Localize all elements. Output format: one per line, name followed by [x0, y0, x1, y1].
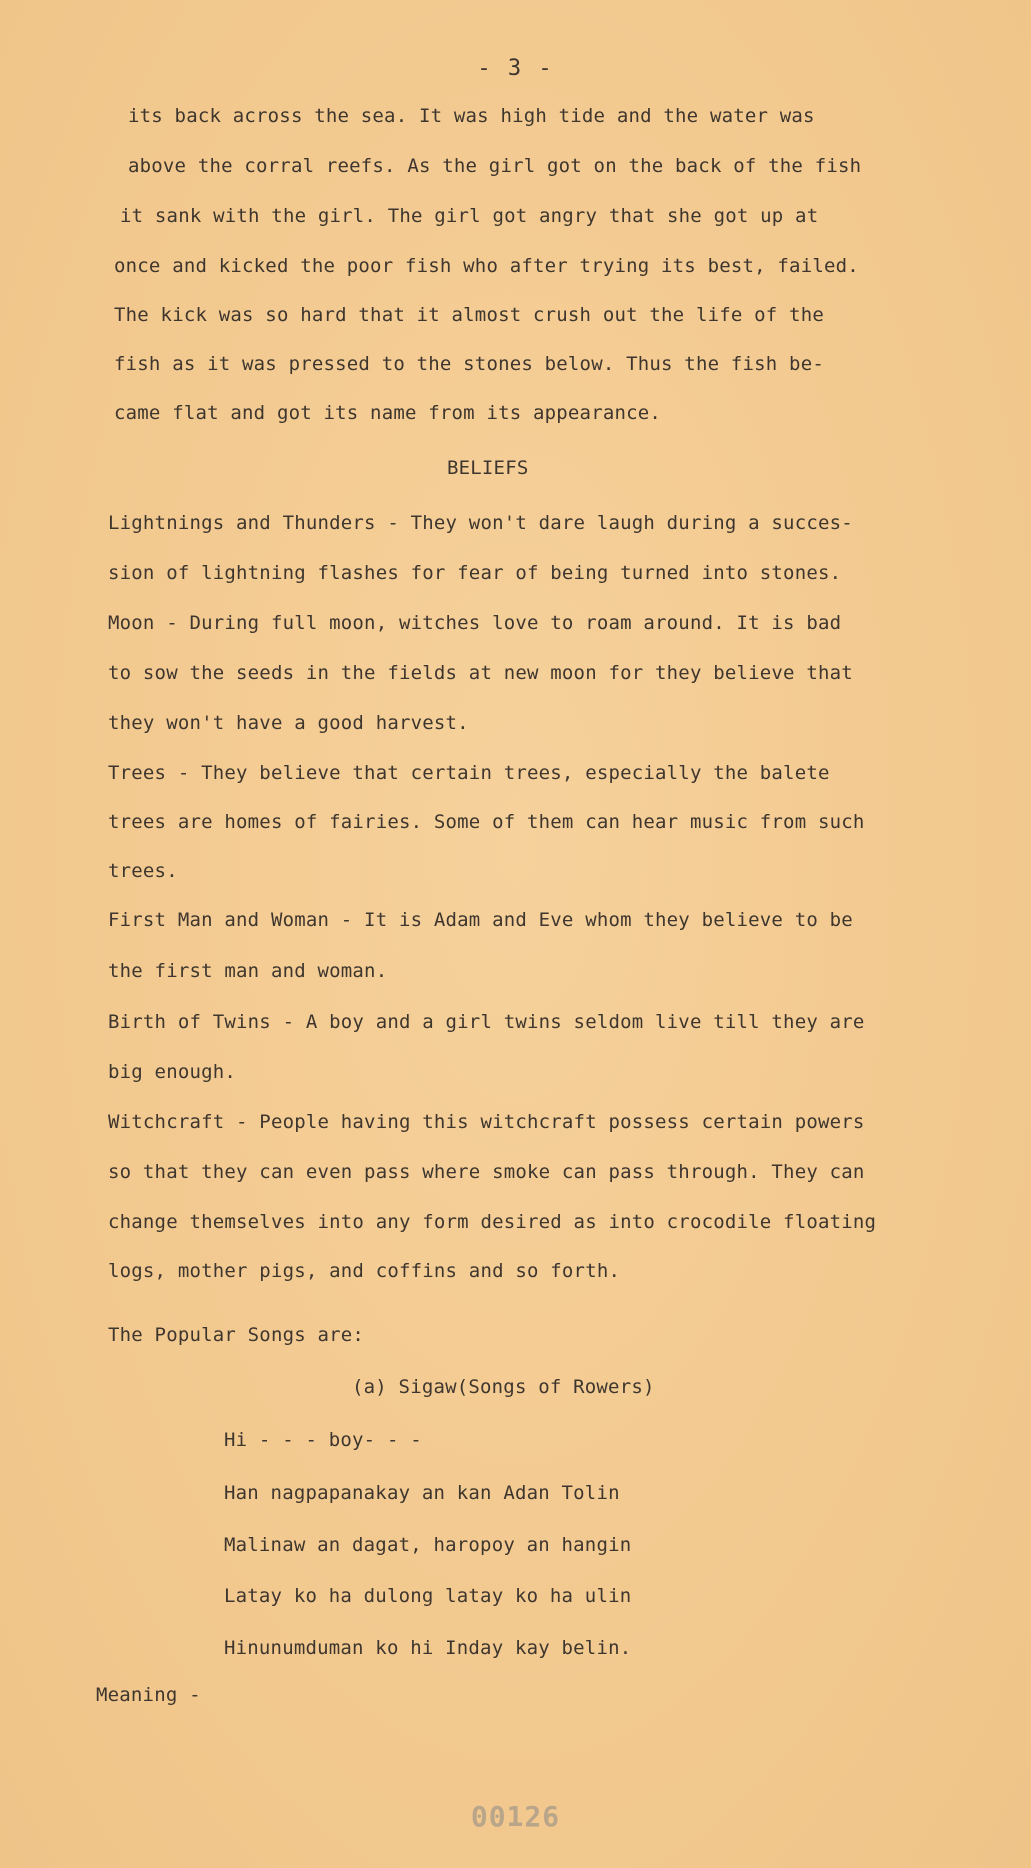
belief-line: big enough.	[108, 1061, 237, 1083]
archive-stamp: 00126	[470, 1800, 561, 1833]
belief-line: The Popular Songs are:	[108, 1324, 365, 1346]
song-line: Malinaw an dagat, haropoy an hangin	[224, 1534, 632, 1556]
song-line: Hinunumduman ko hi Inday kay belin.	[224, 1637, 632, 1659]
meaning-label: Meaning -	[96, 1684, 201, 1706]
paragraph-line: came flat and got its name from its appearance.	[114, 402, 662, 424]
paragraph-line: above the corral reefs. As the girl got on the back of the fish	[128, 155, 862, 177]
section-heading: BELIEFS	[447, 457, 529, 479]
belief-line: Trees - They believe that certain trees, especially the balete	[108, 762, 830, 784]
belief-line: Lightnings and Thunders - They won't dare laugh during a succes-	[108, 512, 853, 534]
belief-line: change themselves into any form desired as into crocodile floating	[108, 1211, 877, 1233]
song-line: Latay ko ha dulong latay ko ha ulin	[224, 1585, 632, 1607]
paragraph-line: it sank with the girl. The girl got angry that she got up at	[120, 205, 819, 227]
paragraph-line: The kick was so hard that it almost crush out the life of the	[114, 304, 824, 326]
song-line: Hi - - - boy- - -	[224, 1429, 422, 1451]
belief-line: to sow the seeds in the fields at new moon for they believe that	[108, 662, 853, 684]
paragraph-line: its back across the sea. It was high tide and the water was	[128, 105, 815, 127]
paragraph-line: once and kicked the poor fish who after trying its best, failed.	[114, 255, 859, 277]
belief-line: Moon - During full moon, witches love to roam around. It is bad	[108, 612, 842, 634]
belief-line: First Man and Woman - It is Adam and Eve whom they believe to be	[108, 909, 853, 931]
paragraph-line: fish as it was pressed to the stones below. Thus the fish be-	[114, 353, 824, 375]
page-number: - 3 -	[477, 56, 554, 81]
belief-line: Birth of Twins - A boy and a girl twins seldom live till they are	[108, 1011, 865, 1033]
belief-line: logs, mother pigs, and coffins and so forth.	[108, 1260, 621, 1282]
belief-line: so that they can even pass where smoke can pass through. They can	[108, 1161, 865, 1183]
belief-line: trees are homes of fairies. Some of them can hear music from such	[108, 811, 865, 833]
belief-line: they won't have a good harvest.	[108, 712, 469, 734]
song-line: Han nagpapanakay an kan Adan Tolin	[224, 1482, 620, 1504]
belief-line: the first man and woman.	[108, 960, 388, 982]
belief-line: sion of lightning flashes for fear of being turned into stones.	[108, 562, 842, 584]
belief-line: trees.	[108, 860, 178, 882]
song-title: (a) Sigaw(Songs of Rowers)	[352, 1376, 655, 1398]
belief-line: Witchcraft - People having this witchcraft possess certain powers	[108, 1111, 865, 1133]
